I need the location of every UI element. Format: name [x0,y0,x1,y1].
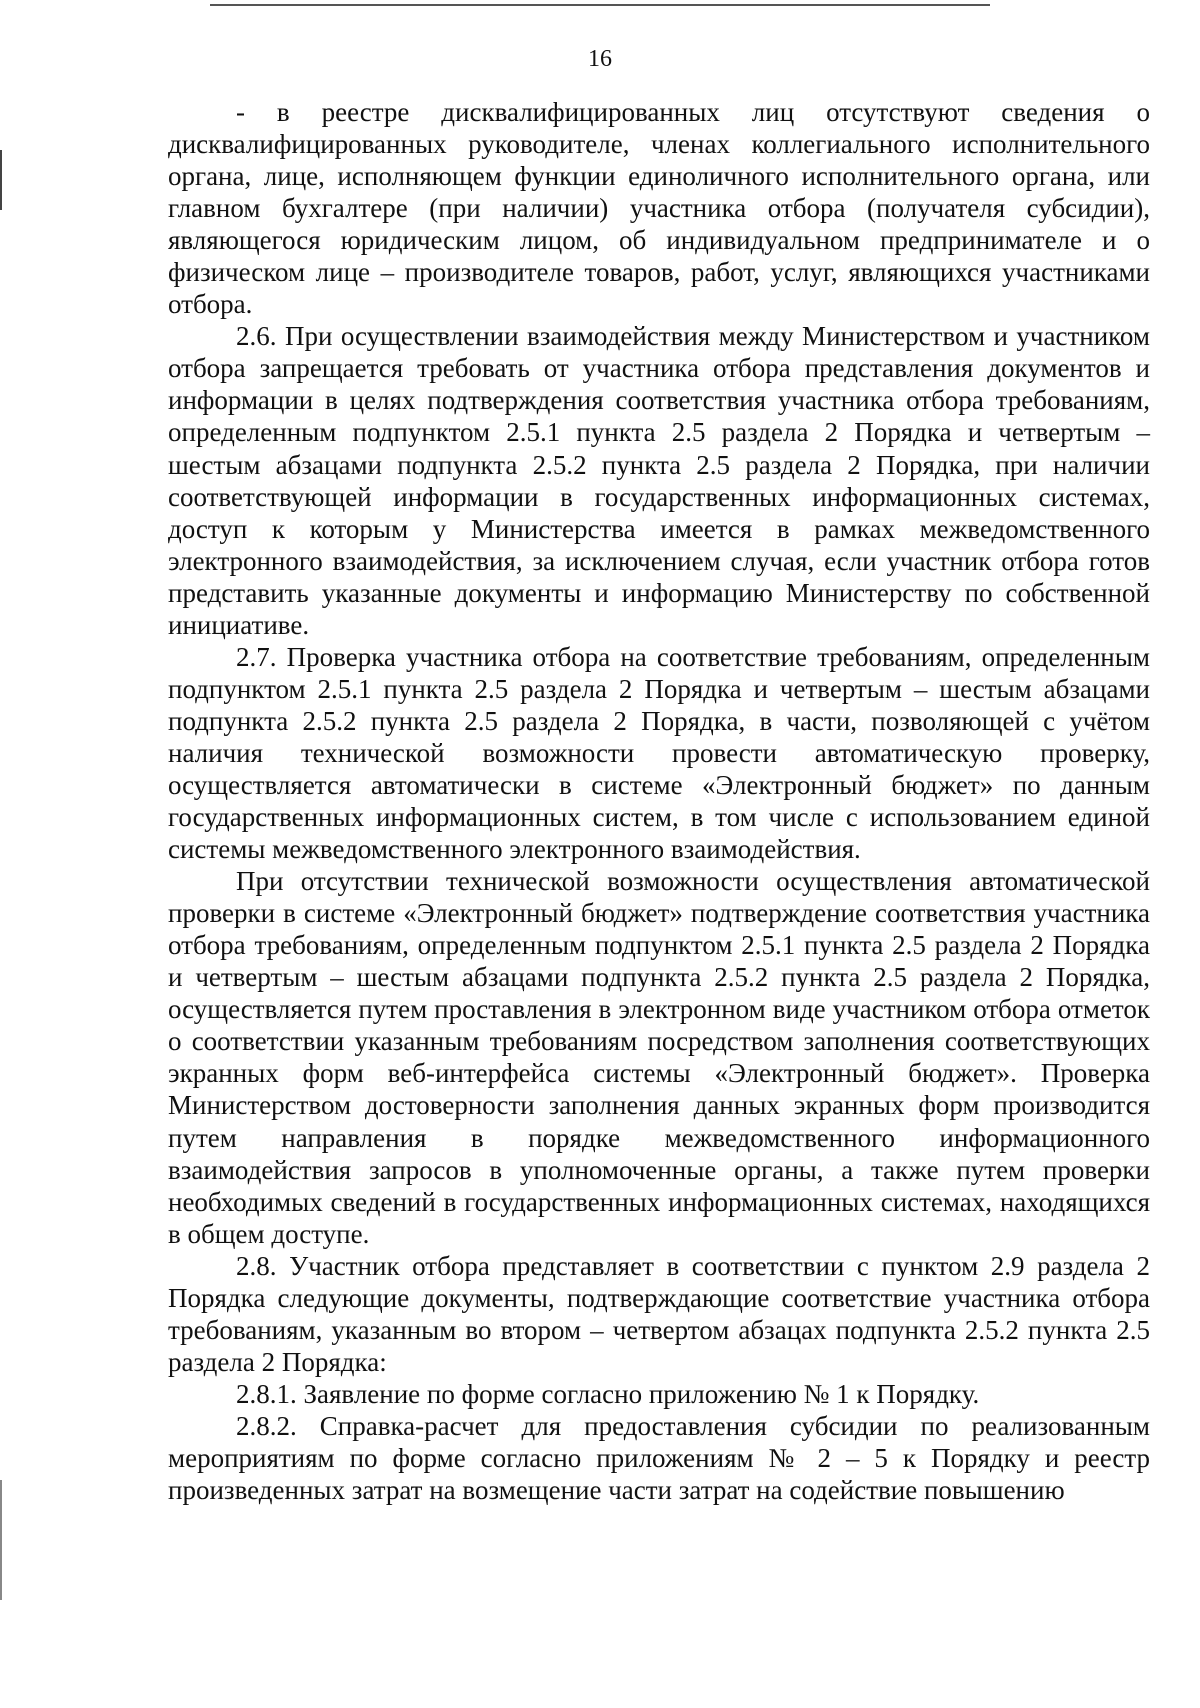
paragraph-2-7: 2.7. Проверка участника отбора на соответствие требованиям, определенным подпунктом 2.5.1 пункта 2.5 раздела 2 Порядка и четвертым – шестым абзацами подпункта 2.5.2 пункта 2.5 раздела 2 Порядка, в части, позволяющей с учётом наличия технической возможности провести автоматическую проверку, осуществляется автоматически в системе «Электронный бюджет» по данным государственных информационных систем, в том числе с использованием единой системы межведомственного электронного взаимодействия. [168,641,1150,865]
page-number: 16 [588,46,612,72]
paragraph-2-6: 2.6. При осуществлении взаимодействия между Министерством и участником отбора запрещается требовать от участника отбора представления документов и информации в целях подтверждения соответствия участника отбора требованиям, определенным подпунктом 2.5.1 пункта 2.5 раздела 2 Порядка и четвертым – шестым абзацами подпункта 2.5.2 пункта 2.5 раздела 2 Порядка, при наличии соответствующей информации в государственных информационных системах, доступ к которым у Министерства имеется в рамках межведомственного электронного взаимодействия, за исключением случая, если участник отбора готов представить указанные документы и информацию Министерству по собственной инициативе. [168,321,1150,640]
document-body [168,96,1150,1506]
paragraph-disqualified-registry: - в реестре дисквалифицированных лиц отсутствуют сведения о дисквалифицированных руководителе, членах коллегиального исполнительного органа, лице, исполняющем функции единоличного исполнительного органа, или главном бухгалтере (при наличии) участника отбора (получателя субсидии), являющегося юридическим лицом, об индивидуальном предпринимателе и о физическом лице – производителе товаров, работ, услуг, являющихся участниками отбора. [168,97,1150,320]
paragraph-2-8-1: 2.8.1. Заявление по форме согласно приложению № 1 к Порядку. [236,1378,980,1409]
paragraph-no-technical-capability: При отсутствии технической возможности осуществления автоматической проверки в системе «Электронный бюджет» подтверждение соответствия участника отбора требованиям, определенным подпунктом 2.5.1 пункта 2.5 раздела 2 Порядка и четвертым – шестым абзацами подпункта 2.5.2 пункта 2.5 раздела 2 Порядка, осуществляется путем проставления в электронном виде участником отбора отметок о соответствии указанным требованиям посредством заполнения соответствующих экранных форм веб-интерфейса системы «Электронный бюджет». Проверка Министерством достоверности заполнения данных экранных форм производится путем направления в порядке межведомственного информационного взаимодействия запросов в уполномоченные органы, а также путем проверки необходимых сведений в государственных информационных системах, находящихся в общем доступе. [168,866,1150,1249]
top-border-line [210,4,990,6]
scan-edge-mark [0,1480,2,1600]
paragraph-2-8: 2.8. Участник отбора представляет в соответствии с пунктом 2.9 раздела 2 Порядка следующие документы, подтверждающие соответствие участника отбора требованиям, указанным во втором – четвертом абзацах подпункта 2.5.2 пункта 2.5 раздела 2 Порядка: [168,1250,1150,1377]
paragraph-2-8-2: 2.8.2. Справка-расчет для предоставления субсидии по реализованным мероприятиям по форме согласно приложениям № 2 – 5 к Порядку и реестр произведенных затрат на возмещение части затрат на содействие повышению [168,1410,1150,1506]
scan-edge-mark [0,150,2,210]
